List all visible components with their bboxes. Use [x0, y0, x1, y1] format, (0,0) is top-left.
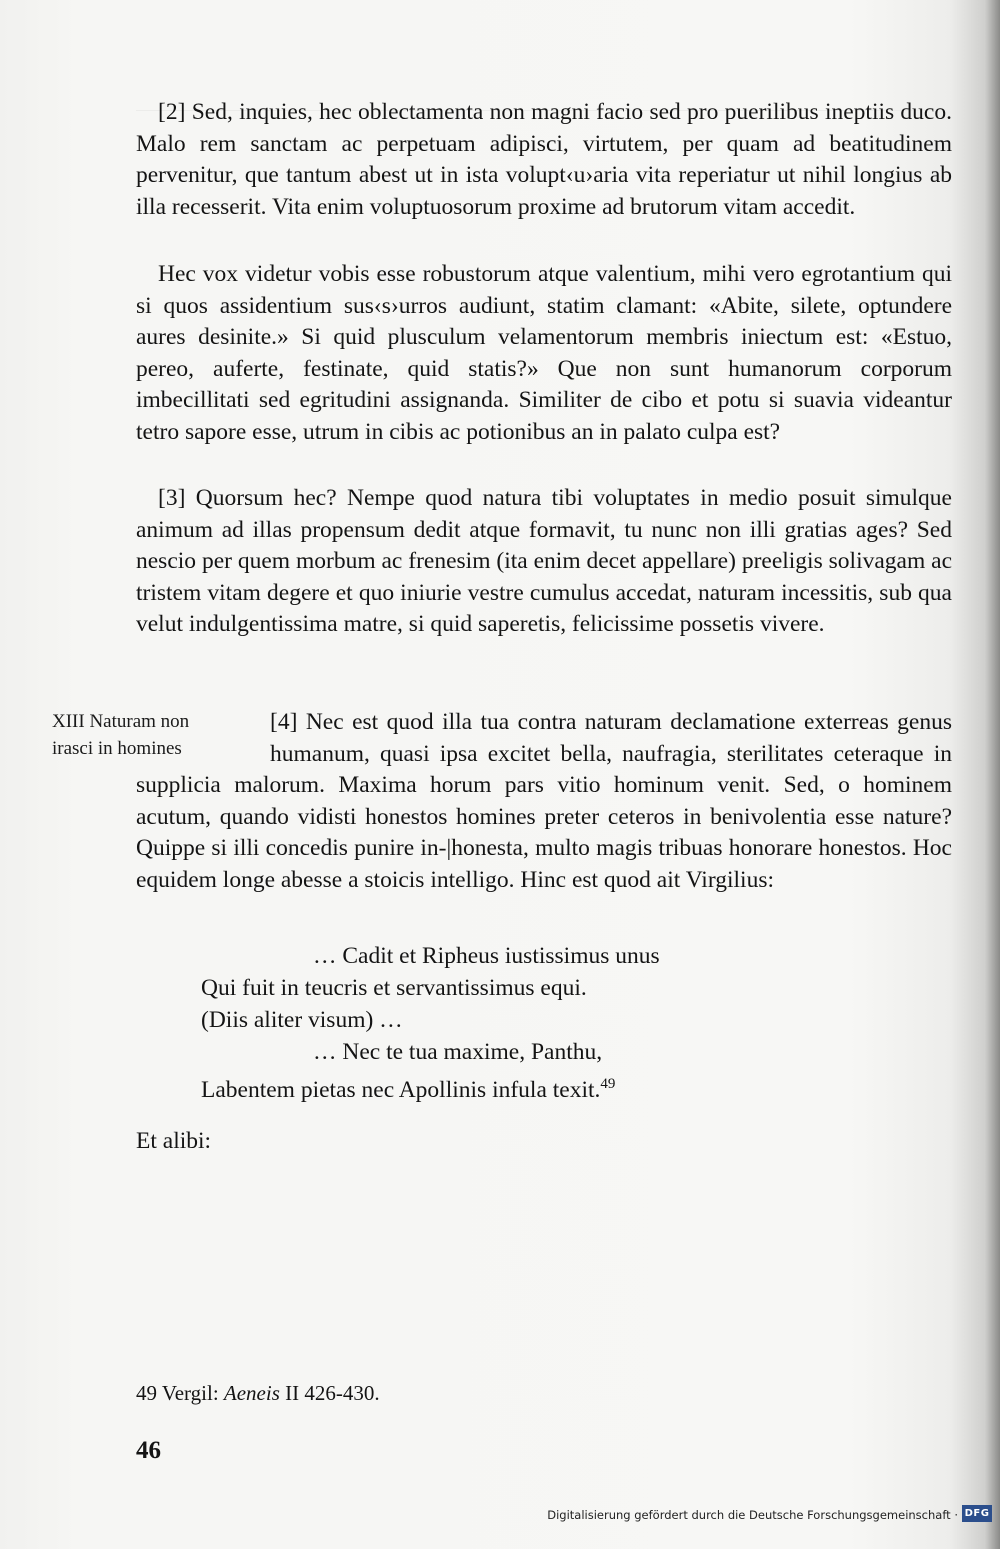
- et-alibi: Et alibi:: [136, 1128, 212, 1154]
- footnote-work: Aeneis: [223, 1381, 280, 1405]
- page-number: 46: [136, 1437, 161, 1464]
- footnote: [136, 1379, 380, 1407]
- footnote-location: II 426-430.: [285, 1381, 380, 1405]
- verse-line-1: … Cadit et Ripheus iustissimus unus: [313, 943, 660, 969]
- margin-note-line-1: XIII Naturam non: [52, 711, 190, 732]
- paragraph-3: [136, 483, 952, 641]
- verse-line-2: Qui fuit in teucris et servantissimus equi.: [201, 975, 587, 1001]
- paragraph-4: [136, 707, 952, 897]
- footnote-author: Vergil:: [161, 1381, 219, 1405]
- dfg-logo: DFG: [962, 1505, 992, 1522]
- paragraph-hec-vox: [136, 259, 952, 449]
- digitization-credit: Digitalisierung gefördert durch die Deutsche Forschungsgemeinschaft ·: [547, 1508, 958, 1522]
- paragraph-hec-vox-text: Hec vox videtur vobis esse robustorum atque valentium, mihi vero egrotantium qui si quos assidentium sus‹s›urros audiunt, statim clamant: «Abite, silete, optundere aures desinite.» Si quid plusculum velamentorum membris iniectum est: «Estuo, pereo, auferte, festinate, quid statis?» Que non sunt humanorum corporum imbecillitati sed egritudini assignanda. Similiter de cibo et potu si suavia videantur tetro sapore esse, utrum in cibis ac potionibus an in palato culpa est?: [136, 261, 952, 445]
- footnote-number: 49: [136, 1381, 157, 1405]
- verse-line-3: (Diis aliter visum) …: [201, 1007, 403, 1033]
- paragraph-4-text: [4] Nec est quod illa tua contra naturam declamatione exterreas genus humanum, quasi ipsa excitet bella, naufragia, sterilitates ceteraque in supplicia malorum. Maxima horum pars vitio hominum venit. Sed, o hominem acutum, quando vidisti honestos homines preter ceteros in benivolentia esse nature? Quippe si illi concedis punire in-|honesta, multo magis tribuas honorare honestos. Hoc equidem longe abesse a stoicis intelligo. Hinc est quod ait Virgilius:: [136, 709, 952, 893]
- footnote-reference: 49: [600, 1076, 616, 1092]
- paragraph-2-text: [2] Sed, inquies, hec oblectamenta non magni facio sed pro puerilibus ineptiis duco. Malo rem sanctam ac perpetuam adipisci, virtutem, per quam ad beatitudinem pervenitur, que tantum abest ut in ista volupt‹u›aria vita reperiatur ut nihil longius ab illa recesserit. Vita enim voluptuosorum proxime ad brutorum vitam accedit.: [136, 99, 952, 220]
- verse-line-4: … Nec te tua maxime, Panthu,: [313, 1039, 603, 1065]
- verse-line-5-text: Labentem pietas nec Apollinis infula texit.: [201, 1077, 601, 1103]
- margin-note-line-2: irasci in homines: [52, 738, 182, 759]
- paragraph-3-text: [3] Quorsum hec? Nempe quod natura tibi voluptates in medio posuit simulque animum ad illas propensum dedit atque formavit, tu nunc non illi gratias ages? Sed nescio per quem morbum ac frenesim (ita enim decet appellare) preeligis solivagam ac tristem vitam degere et quo iniurie vestre cumulus accedat, naturam incessitis, sub qua velut indulgentissima matre, si quid saperetis, felicissime possetis vivere.: [136, 485, 952, 638]
- verse-line-5: [201, 1068, 615, 1106]
- paragraph-2-lead: [136, 97, 952, 223]
